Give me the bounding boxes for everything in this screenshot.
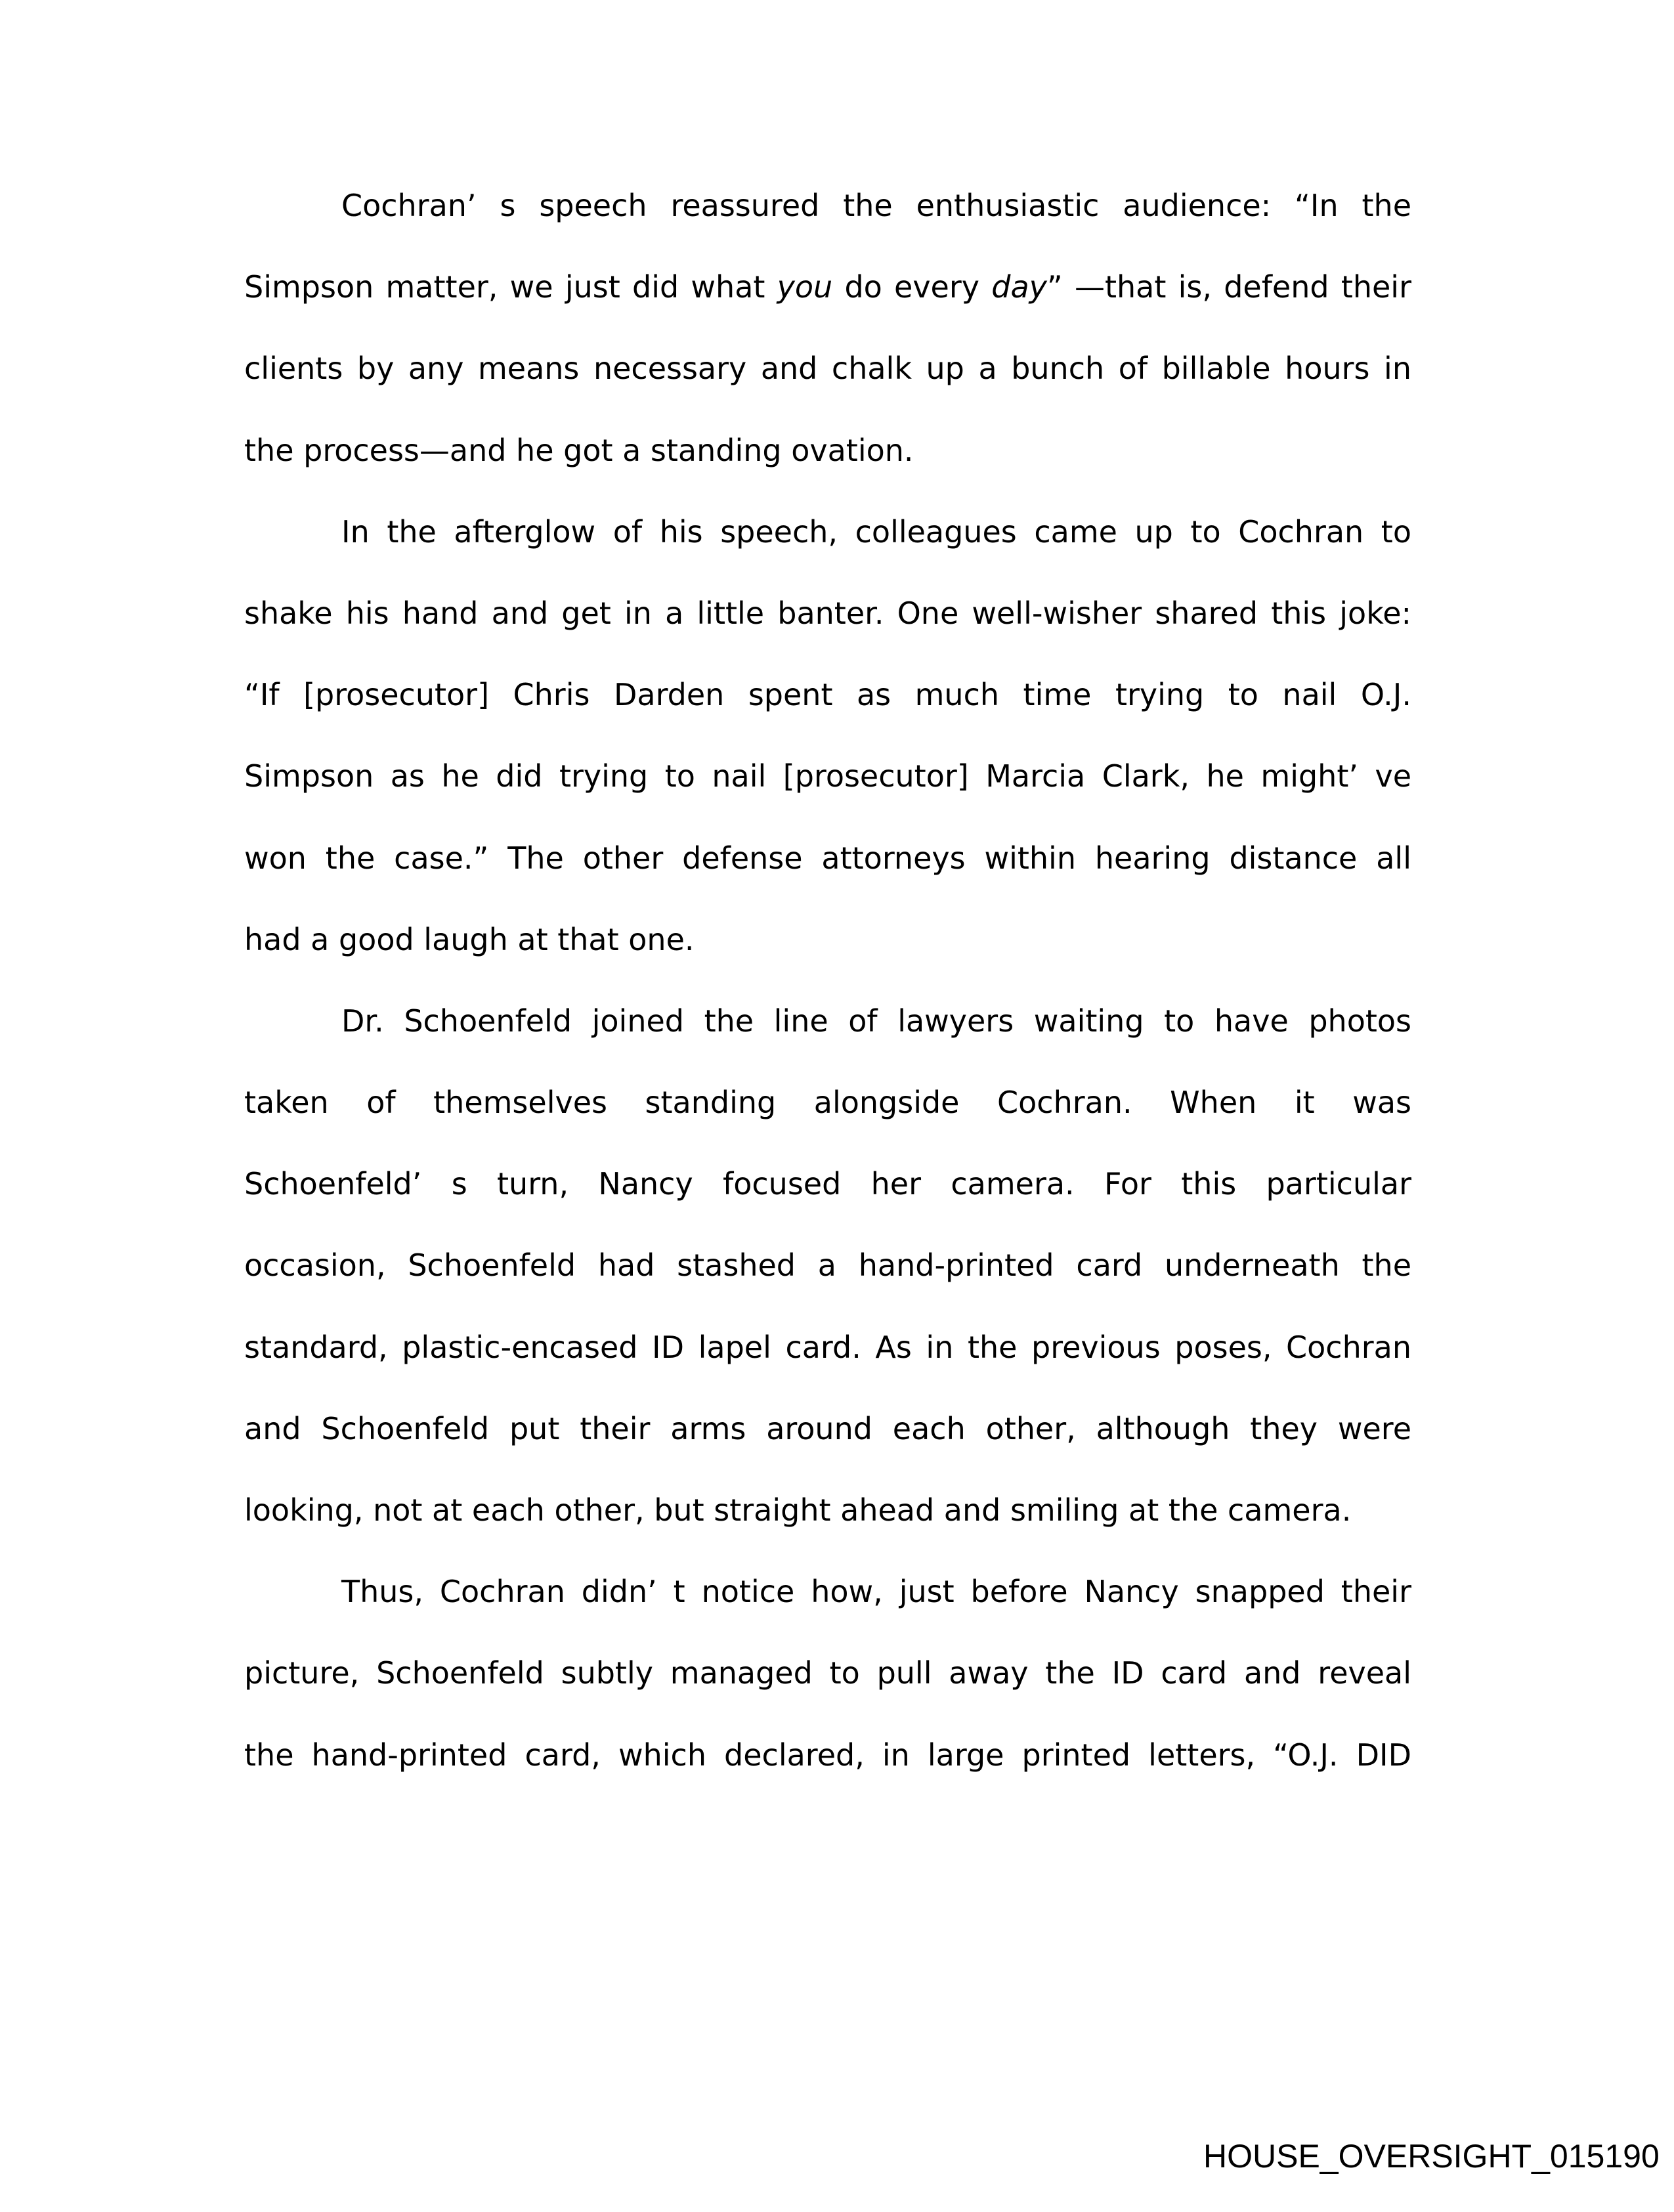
text-line: shake his hand and get in a little banter. One well-wisher shared this joke: xyxy=(244,595,1411,631)
text-line: Cochran’ s speech reassured the enthusiastic audience: “In the xyxy=(341,188,1411,223)
text-line: had a good laugh at that one. xyxy=(244,921,695,957)
text-line: clients by any means necessary and chalk up a bunch of billable hours in xyxy=(244,351,1411,387)
text-line xyxy=(244,246,1411,328)
text-line: Dr. Schoenfeld joined the line of lawyers waiting to have photos xyxy=(341,1003,1411,1039)
text-segment: Simpson matter, we just did what xyxy=(244,269,777,305)
text-line: the process—and he got a standing ovation. xyxy=(244,432,914,468)
text-segment: ” —that is, defend their xyxy=(1046,269,1412,305)
paragraph-3 xyxy=(244,980,1411,1551)
italic-text: you xyxy=(777,269,833,305)
text-line: taken of themselves standing alongside Cochran. When it was xyxy=(244,1085,1411,1121)
bates-number: HOUSE_OVERSIGHT_015190 xyxy=(1203,2138,1660,2175)
paragraph-4 xyxy=(244,1551,1411,1796)
text-line: Simpson as he did trying to nail [prosecutor] Marcia Clark, he might’ ve xyxy=(244,758,1411,794)
text-line: won the case.” The other defense attorneys within hearing distance all xyxy=(244,840,1411,876)
text-line: standard, plastic-encased ID lapel card. As in the previous poses, Cochran xyxy=(244,1329,1411,1365)
text-line: In the afterglow of his speech, colleagues came up to Cochran to xyxy=(341,513,1411,550)
text-line: and Schoenfeld put their arms around each other, although they were xyxy=(244,1410,1411,1446)
document-body xyxy=(244,165,1411,1796)
text-segment: do every xyxy=(832,269,992,305)
text-line: looking, not at each other, but straight ahead and smiling at the camera. xyxy=(244,1492,1352,1528)
paragraph-2 xyxy=(244,491,1411,980)
text-line: occasion, Schoenfeld had stashed a hand-printed card underneath the xyxy=(244,1247,1411,1284)
paragraph-1 xyxy=(244,165,1411,491)
text-line: picture, Schoenfeld subtly managed to pull away the ID card and reveal xyxy=(244,1655,1411,1691)
text-line: Thus, Cochran didn’ t notice how, just before Nancy snapped their xyxy=(341,1574,1411,1610)
italic-text: day xyxy=(991,269,1047,305)
text-line: the hand-printed card, which declared, in large printed letters, “O.J. DID xyxy=(244,1737,1411,1773)
text-line: Schoenfeld’ s turn, Nancy focused her camera. For this particular xyxy=(244,1166,1411,1202)
text-line: “If [prosecutor] Chris Darden spent as much time trying to nail O.J. xyxy=(244,677,1411,713)
